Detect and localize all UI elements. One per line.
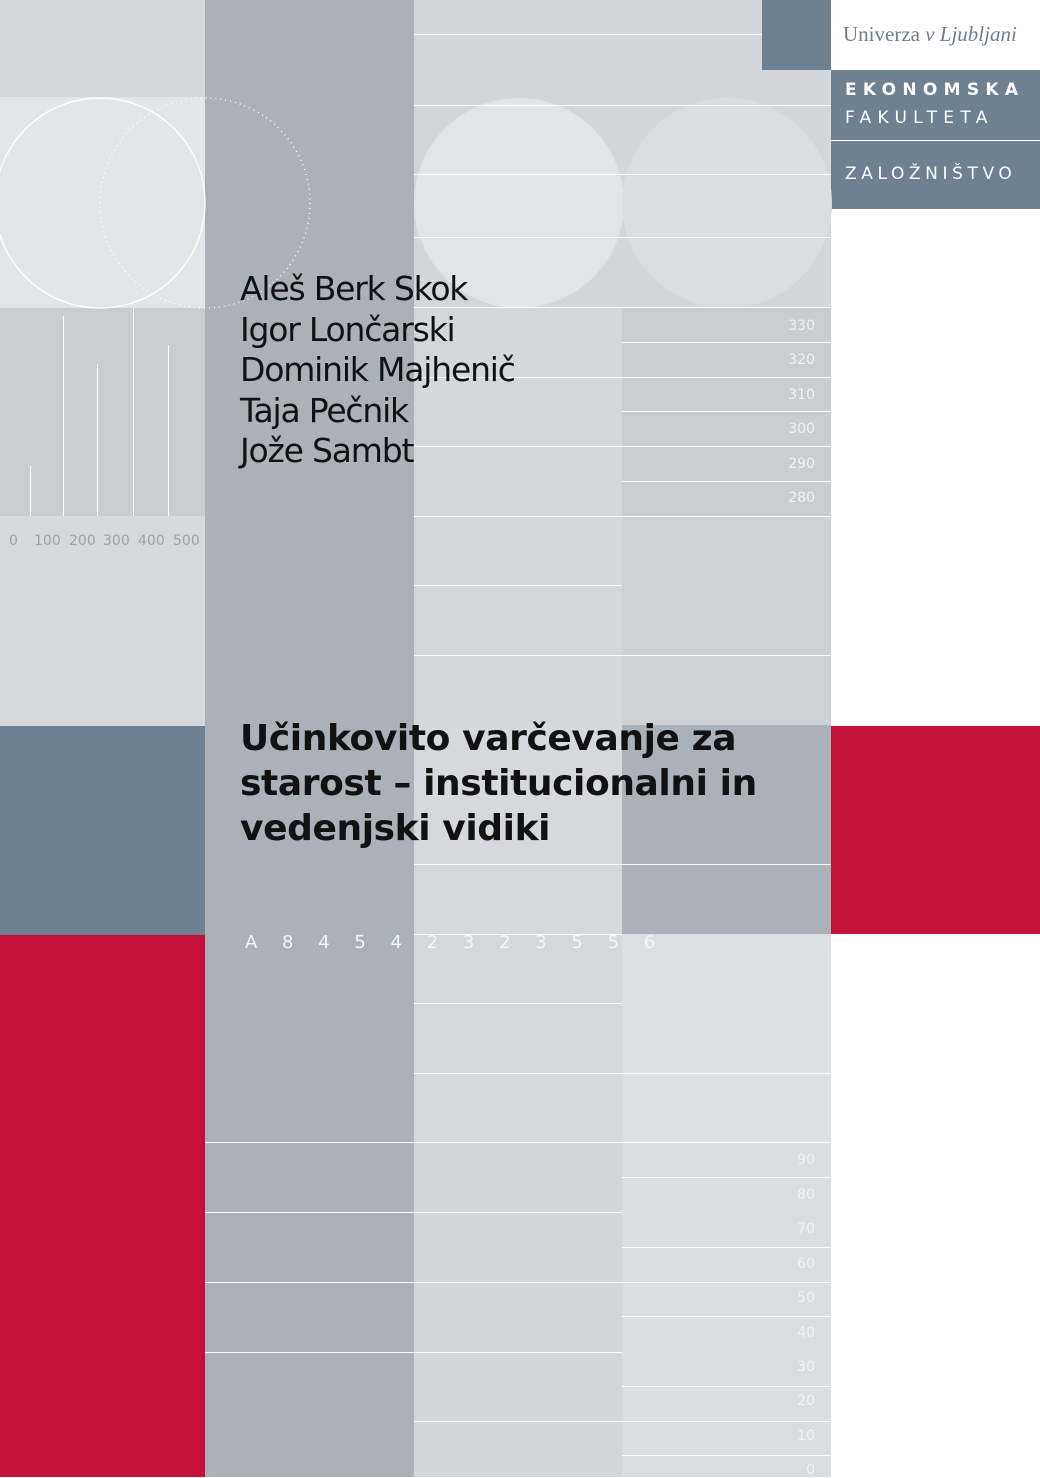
university-prefix: Univerza — [843, 22, 920, 46]
barcode-number: A 8 4 5 4 2 3 2 3 5 5 6 — [245, 932, 665, 953]
author-name: Igor Lončarski — [240, 309, 455, 349]
lower-scale-label: 50 — [797, 1290, 815, 1306]
lower-scale-label: 30 — [797, 1359, 815, 1375]
author-name: Dominik Majhenič — [240, 350, 515, 389]
lower-scale-label: 60 — [797, 1256, 815, 1272]
author-list — [240, 269, 515, 472]
bar-scale-label: 300 — [103, 533, 130, 549]
publisher-name: ZALOŽNIŠTVO — [845, 164, 1017, 184]
bar-line — [168, 345, 169, 516]
faculty-line2: FAKULTETA — [845, 108, 994, 128]
upper-scale-label: 300 — [788, 421, 815, 437]
block-right-red — [831, 726, 1040, 934]
block-right-upper — [622, 308, 831, 516]
faculty-line1: EKONOMSKA — [845, 80, 1025, 100]
block-center-c — [414, 1142, 622, 1477]
lower-scale-label: 80 — [797, 1187, 815, 1203]
upper-scale-label: 330 — [788, 318, 815, 334]
block-left-red — [0, 935, 205, 1477]
block-right-pale — [622, 934, 831, 1142]
bar-line — [63, 316, 64, 516]
lower-scale-label: 20 — [797, 1393, 815, 1409]
lower-scale-label: 40 — [797, 1325, 815, 1341]
author-name: Jože Sambt — [240, 431, 414, 470]
block-slate-top — [762, 0, 831, 70]
lower-scale-label: 0 — [806, 1462, 815, 1478]
block-left-top — [0, 0, 205, 97]
lower-scale-label: 10 — [797, 1428, 815, 1444]
block-right-mid — [622, 516, 831, 725]
author-name: Taja Pečnik — [240, 390, 408, 430]
book-title: Učinkovito varčevanje za starost – institucionalni in vedenjski vidiki — [240, 718, 757, 849]
upper-scale-label: 310 — [788, 387, 815, 403]
bar-scale-label: 100 — [34, 533, 61, 549]
lower-scale-label: 90 — [797, 1152, 815, 1168]
upper-scale-label: 320 — [788, 352, 815, 368]
upper-scale-label: 290 — [788, 456, 815, 472]
bar-scale-label: 200 — [69, 533, 96, 549]
block-left-slate — [0, 726, 205, 935]
bar-line — [133, 308, 134, 516]
bar-line — [30, 466, 31, 516]
lower-scale-label: 70 — [797, 1221, 815, 1237]
university-name — [843, 22, 1017, 47]
university-city: v Ljubljani — [925, 22, 1017, 46]
bar-scale-label: 0 — [9, 533, 18, 549]
author-name: Aleš Berk Skok — [240, 269, 468, 308]
badge-divider — [831, 140, 1040, 141]
upper-scale-label: 280 — [788, 490, 815, 506]
bar-scale — [0, 308, 205, 518]
bar-scale-label: 400 — [138, 533, 165, 549]
bar-scale-label: 500 — [173, 533, 200, 549]
bar-line — [97, 364, 98, 516]
